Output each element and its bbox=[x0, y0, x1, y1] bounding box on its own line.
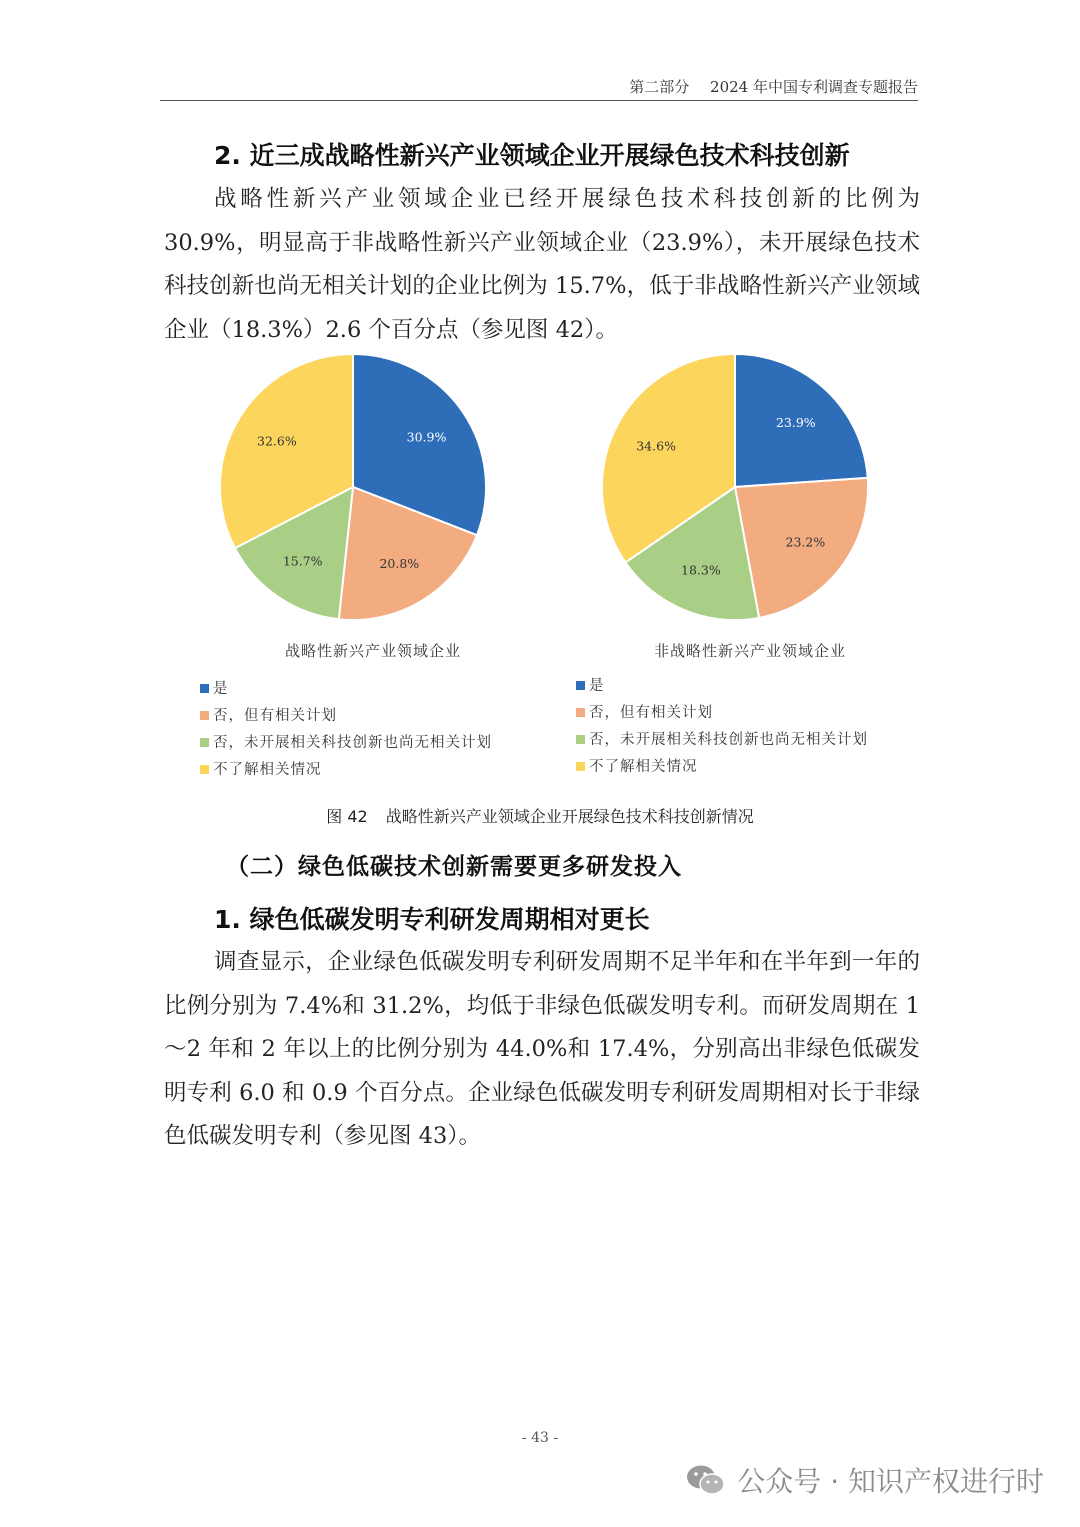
pie-chart-strategic bbox=[208, 352, 498, 632]
legend-swatch bbox=[200, 765, 209, 774]
legend-item bbox=[576, 700, 868, 727]
running-header bbox=[160, 76, 918, 101]
page-number: - 43 - bbox=[521, 1430, 559, 1446]
legend-label: 否，未开展相关科技创新也尚无相关计划 bbox=[213, 735, 492, 751]
section-heading-rd-cycle: 1. 绿色低碳发明专利研发周期相对更长 bbox=[214, 905, 650, 934]
legend-swatch bbox=[576, 708, 585, 717]
legend-item bbox=[200, 757, 492, 784]
legend-label: 是 bbox=[213, 681, 229, 697]
legend-swatch bbox=[576, 681, 585, 690]
chart-title-non-strategic: 非战略性新兴产业领域企业 bbox=[653, 642, 846, 660]
legend-label: 否，但有相关计划 bbox=[213, 708, 337, 724]
wechat-icon bbox=[685, 1463, 727, 1497]
slice-label: 23.2% bbox=[785, 534, 826, 550]
chart-title-strategic: 战略性新兴产业领域企业 bbox=[284, 642, 461, 660]
legend-item bbox=[576, 727, 868, 754]
legend-item bbox=[200, 676, 492, 703]
pie-chart-non-strategic-svg bbox=[590, 352, 880, 632]
paragraph-rd-cycle: 调查显示，企业绿色低碳发明专利研发周期不足半年和在半年到一年的比例分别为 7.4%和 31.2%，均低于非绿色低碳发明专利。而研发周期在 1～2 年和 2 年以上的比例分别为 44.0%和 17.4%，分别高出非绿色低碳发明专利 6.0 和 0.9 个百分点。企业绿色低碳发明专利研发周期相对长于非绿色低碳发明专利（参见图 43）。 bbox=[164, 949, 920, 1149]
legend-swatch bbox=[200, 684, 209, 693]
pie-chart-strategic-svg bbox=[208, 352, 498, 632]
legend-non-strategic bbox=[576, 673, 868, 781]
watermark-text: 公众号 · 知识产权进行时 bbox=[737, 1465, 1044, 1498]
paragraph-strategic: 战略性新兴产业领域企业已经开展绿色技术科技创新的比例为 30.9%，明显高于非战略性新兴产业领域企业（23.9%），未开展绿色技术科技创新也尚无相关计划的企业比例为 15.7%，低于非战略性新兴产业领域企业（18.3%）2.6 个百分点（参见图 42）。 bbox=[164, 186, 920, 343]
legend-swatch bbox=[576, 735, 585, 744]
header-section: 第二部分 bbox=[629, 78, 690, 96]
slice-label: 34.6% bbox=[636, 438, 676, 454]
legend-item bbox=[576, 673, 868, 700]
legend-label: 是 bbox=[589, 678, 605, 694]
legend-item bbox=[200, 703, 492, 730]
legend-swatch bbox=[200, 711, 209, 720]
legend-label: 不了解相关情况 bbox=[589, 759, 698, 775]
figure-number: 图 42 bbox=[326, 807, 368, 826]
slice-label: 18.3% bbox=[681, 562, 721, 578]
legend-item bbox=[200, 730, 492, 757]
pie-chart-non-strategic bbox=[590, 352, 880, 632]
legend-label: 否，未开展相关科技创新也尚无相关计划 bbox=[589, 732, 868, 748]
legend-strategic bbox=[200, 676, 492, 784]
figure-caption bbox=[0, 804, 1080, 827]
section-heading-b: （二）绿色低碳技术创新需要更多研发投入 bbox=[226, 854, 682, 880]
legend-label: 否，但有相关计划 bbox=[589, 705, 713, 721]
header-report-title: 2024 年中国专利调查专题报告 bbox=[710, 78, 918, 96]
legend-label: 不了解相关情况 bbox=[213, 762, 322, 778]
section-heading-strategic: 2. 近三成战略性新兴产业领域企业开展绿色技术科技创新 bbox=[214, 141, 850, 170]
slice-label: 32.6% bbox=[257, 433, 297, 449]
slice-label: 23.9% bbox=[775, 414, 816, 430]
slice-label: 15.7% bbox=[282, 553, 323, 569]
legend-swatch bbox=[576, 762, 585, 771]
legend-item bbox=[576, 754, 868, 781]
slice-label: 20.8% bbox=[379, 556, 420, 572]
slice-label: 30.9% bbox=[406, 429, 447, 445]
legend-swatch bbox=[200, 738, 209, 747]
watermark bbox=[685, 1460, 1044, 1500]
figure-caption-text: 战略性新兴产业领域企业开展绿色技术科技创新情况 bbox=[385, 807, 754, 826]
